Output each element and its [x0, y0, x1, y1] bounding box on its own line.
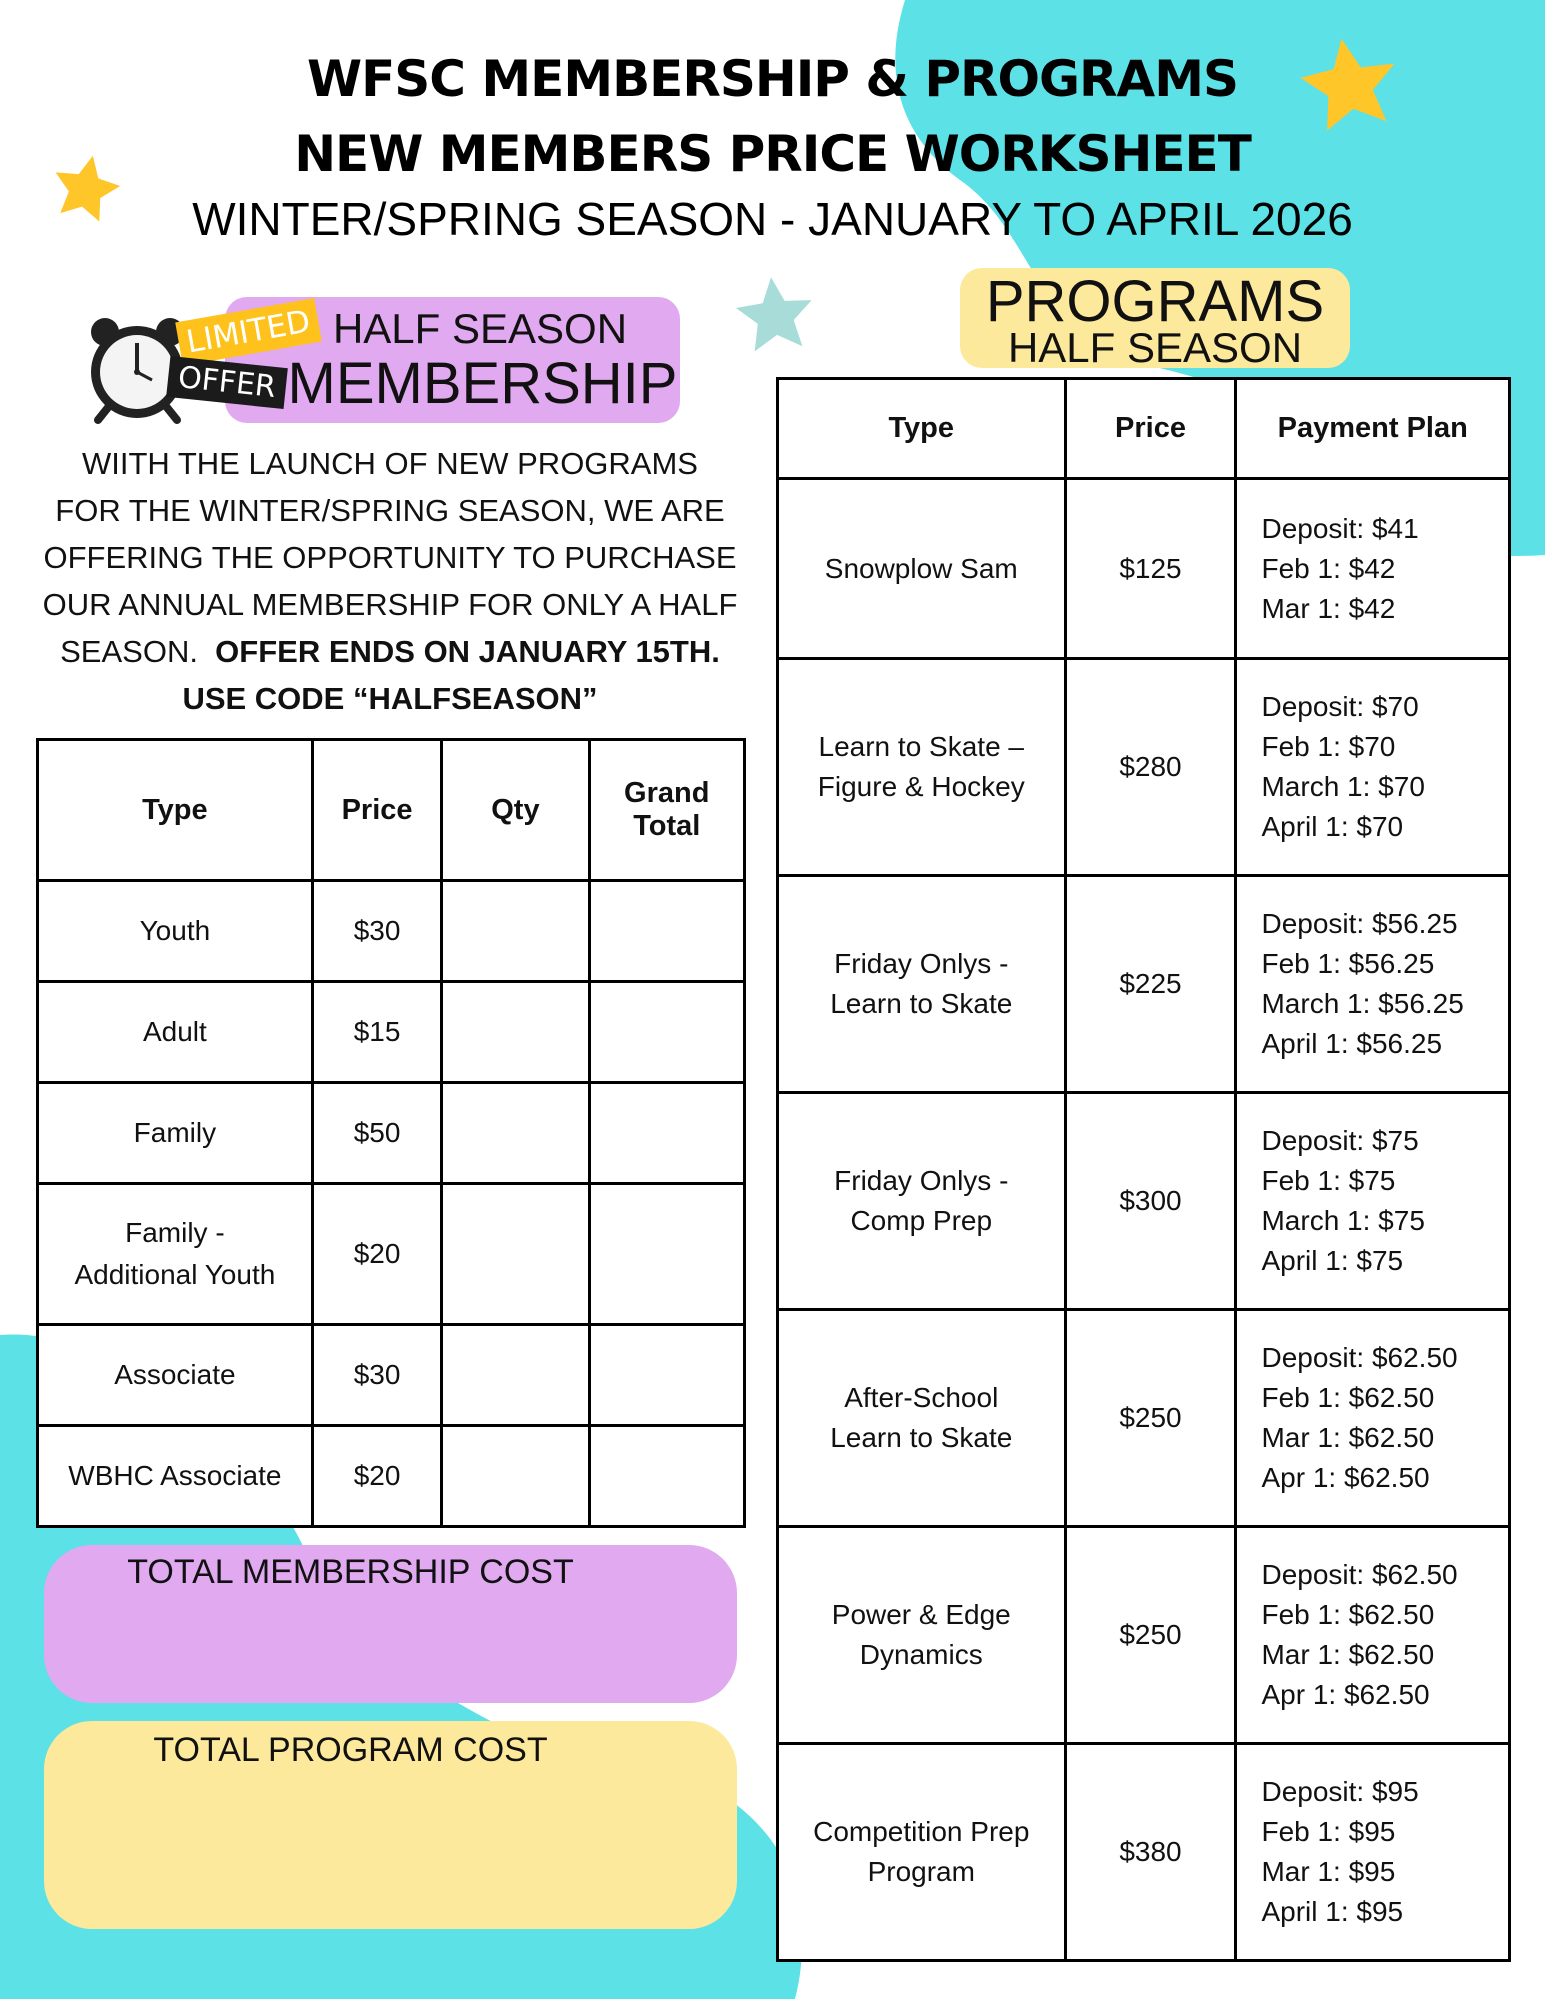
payment-plan — [1236, 479, 1510, 659]
grand-total-cell[interactable] — [589, 1184, 744, 1325]
membership-price: $15 — [312, 982, 442, 1083]
membership-table — [36, 738, 746, 1528]
payment-plan-line: Feb 1: $62.50 — [1261, 1382, 1435, 1413]
membership-price: $30 — [312, 881, 442, 982]
payment-plan-line: Feb 1: $42 — [1261, 552, 1396, 584]
membership-price: $20 — [312, 1426, 442, 1527]
table-row — [38, 982, 745, 1083]
programs-header-row — [778, 379, 1510, 479]
payment-plan-line: Feb 1: $95 — [1261, 1816, 1396, 1847]
payment-plan — [1236, 659, 1510, 876]
offer-tag: OFFER — [166, 356, 288, 409]
program-price: $250 — [1065, 1527, 1236, 1744]
payment-plan-line: Mar 1: $95 — [1261, 1856, 1396, 1887]
header-type: Type — [38, 740, 313, 881]
grand-total-cell[interactable] — [589, 1426, 744, 1527]
header-price: Price — [1065, 379, 1236, 479]
page-title-line1: WFSC MEMBERSHIP & PROGRAMS — [306, 50, 1239, 108]
qty-cell[interactable] — [442, 1184, 589, 1325]
program-price: $125 — [1065, 479, 1236, 659]
payment-plan-line: Deposit: $95 — [1261, 1776, 1419, 1807]
payment-plan — [1236, 1527, 1510, 1744]
table-row — [38, 1184, 745, 1325]
membership-type: Associate — [38, 1325, 313, 1426]
payment-plan-line: Mar 1: $42 — [1261, 592, 1396, 624]
program-type: Learn to Skate – Figure & Hockey — [778, 659, 1066, 876]
description-plain: SEASON. — [60, 634, 216, 669]
membership-type: Family — [38, 1083, 313, 1184]
total-program-box[interactable] — [44, 1721, 737, 1929]
programs-banner — [960, 268, 1350, 371]
limited-offer-badge — [168, 302, 318, 412]
description-line: WIITH THE LAUNCH OF NEW PROGRAMS — [81, 446, 698, 481]
program-type: Power & Edge Dynamics — [778, 1527, 1066, 1744]
payment-plan-line: Feb 1: $62.50 — [1261, 1599, 1435, 1630]
programs-banner-line1: PROGRAMS — [985, 269, 1325, 334]
program-price: $280 — [1065, 659, 1236, 876]
payment-plan-line: Feb 1: $75 — [1261, 1165, 1396, 1196]
header-qty: Qty — [442, 740, 589, 881]
program-type: Snowplow Sam — [778, 479, 1066, 659]
payment-plan-line: Feb 1: $70 — [1261, 731, 1396, 762]
limited-tag: LIMITED — [175, 298, 321, 366]
table-row — [38, 1325, 745, 1426]
header-grand-total: Grand Total — [589, 740, 744, 881]
grand-total-cell[interactable] — [589, 881, 744, 982]
payment-plan-line: Deposit: $62.50 — [1261, 1342, 1458, 1373]
payment-plan-line: Apr 1: $62.50 — [1261, 1679, 1430, 1710]
table-row — [778, 876, 1510, 1093]
program-type: After-School Learn to Skate — [778, 1310, 1066, 1527]
offer-description — [40, 440, 740, 722]
program-price: $380 — [1065, 1744, 1236, 1961]
header-type: Type — [778, 379, 1066, 479]
payment-plan-line: Deposit: $70 — [1261, 691, 1419, 722]
programs-table — [776, 377, 1511, 1962]
total-program-label: TOTAL PROGRAM COST — [153, 1731, 548, 1769]
membership-banner-line1: HALF SEASON — [332, 305, 628, 352]
table-row — [778, 659, 1510, 876]
header-price: Price — [312, 740, 442, 881]
program-price: $225 — [1065, 876, 1236, 1093]
description-line-5 — [40, 628, 740, 675]
qty-cell[interactable] — [442, 881, 589, 982]
total-membership-label: TOTAL MEMBERSHIP COST — [127, 1553, 574, 1591]
programs-banner-line2: HALF SEASON — [1007, 324, 1303, 371]
program-type: Friday Onlys - Comp Prep — [778, 1093, 1066, 1310]
qty-cell[interactable] — [442, 1083, 589, 1184]
qty-cell[interactable] — [442, 982, 589, 1083]
membership-price: $20 — [312, 1184, 442, 1325]
qty-cell[interactable] — [442, 1325, 589, 1426]
membership-type: WBHC Associate — [38, 1426, 313, 1527]
table-row — [778, 1093, 1510, 1310]
payment-plan-line: Deposit: $62.50 — [1261, 1559, 1458, 1590]
payment-plan-line: April 1: $95 — [1261, 1896, 1404, 1927]
payment-plan-line: Apr 1: $62.50 — [1261, 1462, 1430, 1493]
page-subtitle: WINTER/SPRING SEASON - JANUARY TO APRIL 2026 — [192, 193, 1353, 245]
grand-total-cell[interactable] — [589, 982, 744, 1083]
description-line: OUR ANNUAL MEMBERSHIP FOR ONLY A HALF — [42, 587, 738, 622]
payment-plan-line: April 1: $70 — [1261, 811, 1404, 842]
membership-price: $50 — [312, 1083, 442, 1184]
table-row — [38, 881, 745, 982]
payment-plan-line: April 1: $56.25 — [1261, 1028, 1443, 1059]
star-teal-middle — [733, 273, 816, 353]
payment-plan-line: Mar 1: $62.50 — [1261, 1422, 1435, 1453]
payment-plan-line: Deposit: $75 — [1261, 1125, 1419, 1156]
membership-type: Family - Additional Youth — [38, 1184, 313, 1325]
table-row — [778, 1310, 1510, 1527]
description-line: OFFERING THE OPPORTUNITY TO PURCHASE — [43, 540, 737, 575]
table-row — [38, 1083, 745, 1184]
page-title-line2: NEW MEMBERS PRICE WORKSHEET — [294, 125, 1251, 183]
payment-plan-line: Deposit: $56.25 — [1261, 908, 1458, 939]
payment-plan — [1236, 1310, 1510, 1527]
payment-plan-line: March 1: $56.25 — [1261, 988, 1464, 1019]
table-row — [778, 1744, 1510, 1961]
header-payment-plan: Payment Plan — [1236, 379, 1510, 479]
membership-banner-line2: MEMBERSHIP — [287, 351, 678, 416]
grand-total-cell[interactable] — [589, 1325, 744, 1426]
payment-plan-line: Deposit: $41 — [1261, 512, 1419, 544]
payment-plan-line: March 1: $70 — [1261, 771, 1425, 802]
payment-plan-line: Mar 1: $62.50 — [1261, 1639, 1435, 1670]
payment-plan-line: Feb 1: $56.25 — [1261, 948, 1435, 979]
program-price: $250 — [1065, 1310, 1236, 1527]
membership-header-row — [38, 740, 745, 881]
program-type: Friday Onlys - Learn to Skate — [778, 876, 1066, 1093]
membership-type: Adult — [38, 982, 313, 1083]
payment-plan — [1236, 876, 1510, 1093]
payment-plan — [1236, 1744, 1510, 1961]
table-row — [778, 479, 1510, 659]
payment-plan-line: April 1: $75 — [1261, 1245, 1404, 1276]
program-type: Competition Prep Program — [778, 1744, 1066, 1961]
table-row — [778, 1527, 1510, 1744]
description-line: FOR THE WINTER/SPRING SEASON, WE ARE — [55, 493, 725, 528]
offer-ends-text: OFFER ENDS ON JANUARY 15TH. — [215, 634, 720, 669]
table-row — [38, 1426, 745, 1527]
payment-plan — [1236, 1093, 1510, 1310]
total-membership-box[interactable] — [44, 1545, 737, 1703]
membership-price: $30 — [312, 1325, 442, 1426]
promo-code-text: USE CODE “HALFSEASON” — [182, 681, 598, 716]
program-price: $300 — [1065, 1093, 1236, 1310]
payment-plan-line: March 1: $75 — [1261, 1205, 1425, 1236]
grand-total-cell[interactable] — [589, 1083, 744, 1184]
qty-cell[interactable] — [442, 1426, 589, 1527]
membership-type: Youth — [38, 881, 313, 982]
